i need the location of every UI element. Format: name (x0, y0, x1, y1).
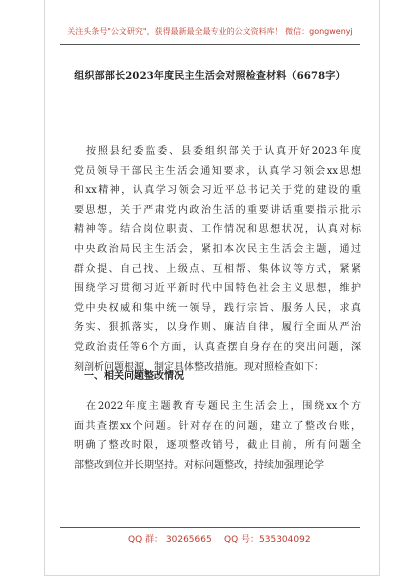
footer-qq-number: QQ 号：535304092 (224, 535, 311, 545)
text-line: 群众提、自己找、上级点、互相帮、集体议等方式，紧紧 (74, 263, 361, 275)
text-line: 党政治责任等6个方面，认真查摆自身存在的突出问题，深 (74, 341, 361, 353)
footer-qq-group: QQ 群： 30265665 (128, 535, 212, 545)
section-heading: 一、相关问题整改情况 (84, 371, 184, 382)
text-line: 和xx精神，认真学习领会习近平总书记关于党的建设的重 (74, 185, 361, 197)
header-banner: 关注头条号"公文研究"，获得最新最全最专业的公文资料库！ 微信：gongwenyj (67, 27, 353, 36)
text-line: 要思想，关于严肃党内政治生活的重要讲话重要指示批示 (74, 204, 361, 216)
text-line: 中央政治局民主生活会，紧扣本次民主生活会主题，通过 (74, 243, 361, 255)
header-rule (60, 44, 360, 45)
text-line: 部整改到位并长期坚持。对标问题整改，持续加强理论学 (74, 459, 324, 471)
document-title: 组织部部长2023年度民主生活会对照检查材料（6678字） (74, 71, 346, 82)
text-line: 务实、狠抓落实，以身作则、廉洁自律，履行全面从严治 (74, 322, 361, 334)
text-line: 面共查摆xx个问题。针对存在的问题，建立了整改台账， (74, 420, 361, 432)
text-line: 明确了整改时限，逐项整改销号，截止目前，所有问题全 (74, 440, 361, 452)
intro-paragraph (74, 142, 361, 377)
text-line: 按照县纪委监委、县委组织部关于认真开好2023年度 (86, 146, 361, 157)
footer-rule (60, 527, 360, 528)
text-line: 精神等。结合岗位职责、工作情况和思想状况，认真对标 (74, 224, 361, 236)
text-line: 党中央权威和集中统一领导，践行宗旨、服务人民，求真 (74, 302, 361, 314)
text-line: 刻剖析问题根源，制定具体整改措施。现对照检查如下： (74, 361, 324, 373)
text-line: 在2022年度主题教育专题民主生活会上，围绕xx个方 (86, 401, 361, 412)
text-line: 围绕学习贯彻习近平新时代中国特色社会主义思想，维护 (74, 283, 361, 295)
text-line: 党员领导干部民主生活会通知要求，认真学习领会xx思想 (74, 165, 361, 177)
section-paragraph (74, 397, 361, 475)
